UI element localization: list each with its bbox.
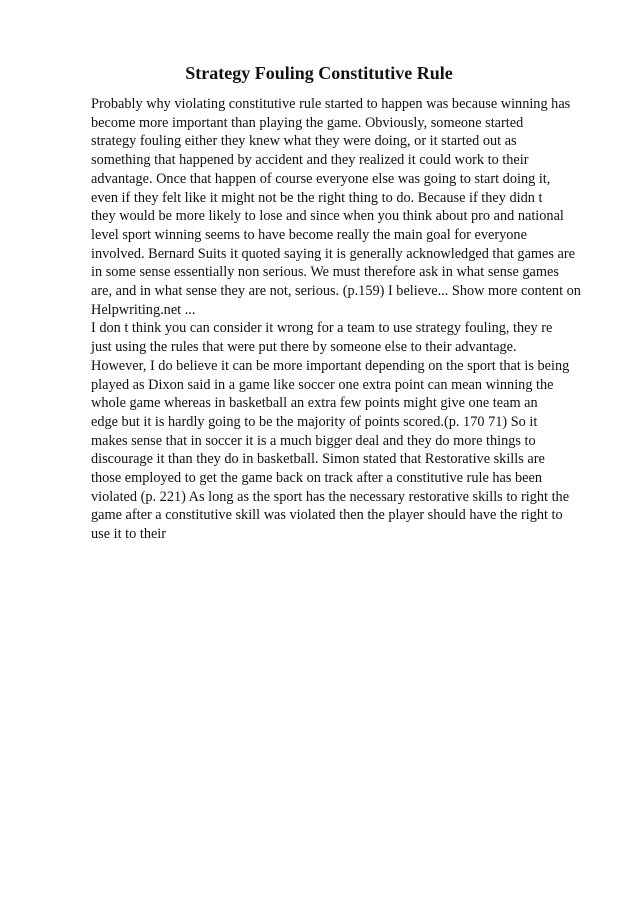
body-line: just using the rules that were put there by someone else to their advantage. xyxy=(91,339,517,356)
body-line: game after a constitutive skill was violated then the player should have the right to xyxy=(91,507,563,524)
body-line: become more important than playing the game. Obviously, someone started xyxy=(91,114,524,131)
body-line: use it to their xyxy=(91,526,167,543)
body-line: makes sense that in soccer it is a much bigger deal and they do more things to xyxy=(91,432,536,449)
body-line: something that happened by accident and they realized it could work to their xyxy=(91,152,529,169)
body-line: they would be more likely to lose and since when you think about pro and national xyxy=(91,208,564,225)
body-line: Helpwriting.net ... xyxy=(91,301,196,318)
body-line: in some sense essentially non serious. We must therefore ask in what sense games xyxy=(91,264,559,281)
document-title: Strategy Fouling Constitutive Rule xyxy=(185,63,453,83)
body-line: level sport winning seems to have become really the main goal for everyone xyxy=(91,226,527,243)
body-line: violated (p. 221) As long as the sport has the necessary restorative skills to right the xyxy=(91,488,570,505)
body-line: advantage. Once that happen of course everyone else was going to start doing it, xyxy=(91,170,551,187)
body-line: those employed to get the game back on track after a constitutive rule has been xyxy=(91,470,542,487)
body-line: edge but it is hardly going to be the majority of points scored.(p. 170 71) So it xyxy=(91,413,538,430)
body-line: However, I do believe it can be more important depending on the sport that is being xyxy=(91,357,570,374)
body-line: played as Dixon said in a game like soccer one extra point can mean winning the xyxy=(91,376,554,393)
body-line: whole game whereas in basketball an extra few points might give one team an xyxy=(91,395,538,412)
body-line: even if they felt like it might not be the right thing to do. Because if they didn t xyxy=(91,189,543,206)
body-line: involved. Bernard Suits it quoted saying it is generally acknowledged that games are xyxy=(91,245,575,262)
body-line: Probably why violating constitutive rule started to happen was because winning has xyxy=(91,96,571,112)
body-line: are, and in what sense they are not, serious. (p.159) I believe... Show more content on xyxy=(91,283,581,300)
document-body xyxy=(91,95,591,544)
body-line: I don t think you can consider it wrong for a team to use strategy fouling, they re xyxy=(91,320,553,337)
body-line: strategy fouling either they knew what they were doing, or it started out as xyxy=(91,133,517,150)
body-line: discourage it than they do in basketball. Simon stated that Restorative skills are xyxy=(91,451,545,468)
